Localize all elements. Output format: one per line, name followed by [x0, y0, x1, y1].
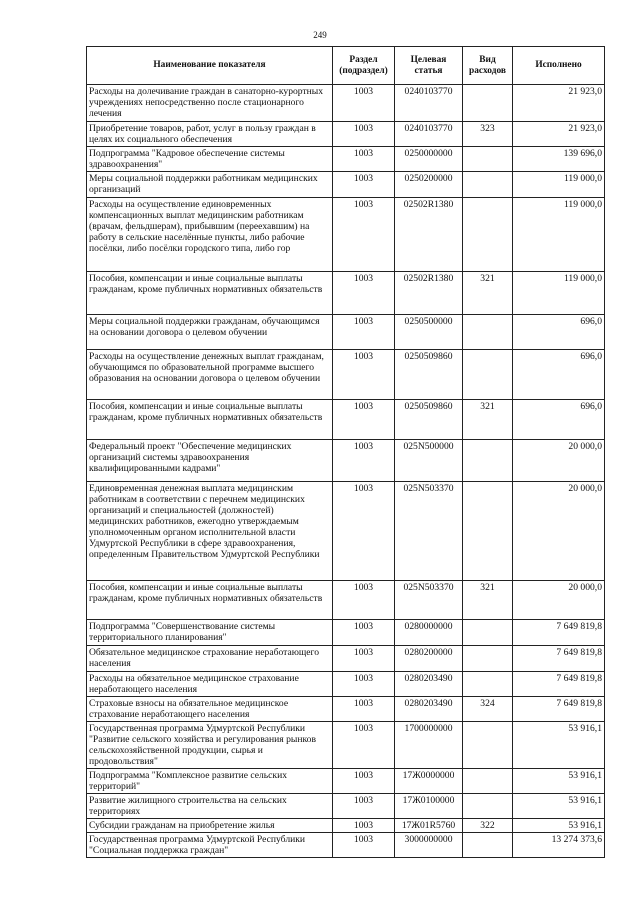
table-row [87, 581, 605, 620]
cell-expense [463, 85, 513, 122]
cell-name: Обязательное медицинское страхование неработающего населения [87, 646, 333, 672]
cell-expense: 321 [463, 272, 513, 315]
cell-target: 0250000000 [395, 147, 463, 172]
cell-section: 1003 [333, 440, 395, 482]
cell-name: Подпрограмма "Комплексное развитие сельских территорий" [87, 769, 333, 794]
cell-amount: 139 696,0 [513, 147, 605, 172]
cell-amount: 696,0 [513, 350, 605, 400]
cell-target: 17Ж0000000 [395, 769, 463, 794]
cell-section: 1003 [333, 350, 395, 400]
cell-expense [463, 440, 513, 482]
table-row [87, 85, 605, 122]
header-target: Целевая статья [395, 47, 463, 85]
cell-expense [463, 350, 513, 400]
table-row [87, 147, 605, 172]
page-number: 249 [313, 30, 327, 40]
cell-target: 0250509860 [395, 350, 463, 400]
cell-amount: 7 649 819,8 [513, 620, 605, 646]
table-row [87, 697, 605, 722]
table-row [87, 620, 605, 646]
cell-expense: 321 [463, 400, 513, 440]
cell-name: Развитие жилищного строительства на сельских территориях [87, 794, 333, 819]
cell-amount: 696,0 [513, 400, 605, 440]
cell-name: Государственная программа Удмуртской Республики "Развитие сельского хозяйства и регулирования рынков сельскохозяйственной продукции, сырья и продовольствия" [87, 722, 333, 769]
table-header-row [87, 47, 605, 85]
cell-amount: 119 000,0 [513, 272, 605, 315]
table-body [87, 85, 605, 858]
table-row [87, 769, 605, 794]
cell-amount: 119 000,0 [513, 198, 605, 272]
table-row [87, 440, 605, 482]
cell-expense [463, 672, 513, 697]
cell-section: 1003 [333, 198, 395, 272]
cell-amount: 21 923,0 [513, 122, 605, 147]
table-row [87, 172, 605, 198]
cell-name: Расходы на долечивание граждан в санаторно-курортных учреждениях непосредственно после стационарного лечения [87, 85, 333, 122]
cell-name: Расходы на обязательное медицинское страхование неработающего населения [87, 672, 333, 697]
cell-section: 1003 [333, 315, 395, 350]
cell-target: 02502R1380 [395, 272, 463, 315]
table-row [87, 122, 605, 147]
cell-expense [463, 794, 513, 819]
cell-section: 1003 [333, 172, 395, 198]
cell-name: Пособия, компенсации и иные социальные выплаты гражданам, кроме публичных нормативных обязательств [87, 272, 333, 315]
cell-expense [463, 198, 513, 272]
cell-target: 0250200000 [395, 172, 463, 198]
cell-section: 1003 [333, 620, 395, 646]
cell-target: 0240103770 [395, 122, 463, 147]
cell-name: Меры социальной поддержки гражданам, обучающимся на основании договора о целевом обучении [87, 315, 333, 350]
cell-amount: 21 923,0 [513, 85, 605, 122]
table-row [87, 482, 605, 581]
cell-amount: 119 000,0 [513, 172, 605, 198]
table-row [87, 272, 605, 315]
cell-expense [463, 769, 513, 794]
cell-amount: 53 916,1 [513, 769, 605, 794]
cell-section: 1003 [333, 819, 395, 833]
cell-amount: 53 916,1 [513, 722, 605, 769]
cell-expense [463, 722, 513, 769]
cell-expense [463, 833, 513, 858]
cell-target: 0240103770 [395, 85, 463, 122]
cell-name: Единовременная денежная выплата медицинским работникам в соответствии с перечнем медицинских организаций и специальностей (должностей) медицинских работников, ежегодно утверждаемым уполномоченным органом исполнительной власти Удмуртской Республики в сфере здравоохранения, определенным Правительством Удмуртской Республики [87, 482, 333, 581]
cell-section: 1003 [333, 769, 395, 794]
cell-amount: 20 000,0 [513, 440, 605, 482]
cell-target: 3000000000 [395, 833, 463, 858]
header-expense: Вид расходов [463, 47, 513, 85]
cell-name: Меры социальной поддержки работникам медицинских организаций [87, 172, 333, 198]
cell-name: Расходы на осуществление денежных выплат гражданам, обучающимся по образовательной программе высшего образования на основании договора о целевом обучении [87, 350, 333, 400]
cell-target: 0280000000 [395, 620, 463, 646]
cell-section: 1003 [333, 85, 395, 122]
cell-target: 0280203490 [395, 697, 463, 722]
table-row [87, 350, 605, 400]
cell-section: 1003 [333, 794, 395, 819]
table-row [87, 833, 605, 858]
cell-target: 17Ж0100000 [395, 794, 463, 819]
cell-target: 17Ж01R5760 [395, 819, 463, 833]
cell-target: 025N503370 [395, 482, 463, 581]
table-row [87, 819, 605, 833]
cell-expense [463, 482, 513, 581]
cell-name: Подпрограмма "Совершенствование системы территориального планирования" [87, 620, 333, 646]
cell-section: 1003 [333, 697, 395, 722]
cell-name: Пособия, компенсации и иные социальные выплаты гражданам, кроме публичных нормативных обязательств [87, 581, 333, 620]
cell-section: 1003 [333, 672, 395, 697]
cell-target: 0280200000 [395, 646, 463, 672]
cell-target: 0250500000 [395, 315, 463, 350]
cell-name: Подпрограмма "Кадровое обеспечение системы здравоохранения" [87, 147, 333, 172]
cell-expense [463, 620, 513, 646]
cell-section: 1003 [333, 833, 395, 858]
cell-amount: 53 916,1 [513, 794, 605, 819]
cell-section: 1003 [333, 581, 395, 620]
cell-section: 1003 [333, 482, 395, 581]
cell-section: 1003 [333, 272, 395, 315]
table-row [87, 400, 605, 440]
header-section: Раздел (подраздел) [333, 47, 395, 85]
cell-name: Расходы на осуществление единовременных компенсационных выплат медицинским работникам (врачам, фельдшерам), прибывшим (переехавшим) на работу в сельские населённые пункты, либо рабочие посёлки, либо посёлки городского типа, либо гор [87, 198, 333, 272]
cell-target: 025N500000 [395, 440, 463, 482]
cell-target: 0250509860 [395, 400, 463, 440]
cell-section: 1003 [333, 122, 395, 147]
cell-expense: 323 [463, 122, 513, 147]
cell-amount: 20 000,0 [513, 482, 605, 581]
cell-name: Государственная программа Удмуртской Республики "Социальная поддержка граждан" [87, 833, 333, 858]
cell-name: Страховые взносы на обязательное медицинское страхование неработающего населения [87, 697, 333, 722]
cell-amount: 7 649 819,8 [513, 672, 605, 697]
cell-name: Пособия, компенсации и иные социальные выплаты гражданам, кроме публичных нормативных обязательств [87, 400, 333, 440]
cell-amount: 53 916,1 [513, 819, 605, 833]
cell-name: Федеральный проект "Обеспечение медицинских организаций системы здравоохранения квалифицированными кадрами" [87, 440, 333, 482]
cell-name: Приобретение товаров, работ, услуг в пользу граждан в целях их социального обеспечения [87, 122, 333, 147]
cell-expense: 321 [463, 581, 513, 620]
cell-name: Субсидии гражданам на приобретение жилья [87, 819, 333, 833]
cell-target: 0280203490 [395, 672, 463, 697]
cell-expense [463, 172, 513, 198]
budget-table [86, 46, 605, 858]
table-row [87, 672, 605, 697]
cell-expense [463, 315, 513, 350]
cell-amount: 20 000,0 [513, 581, 605, 620]
cell-amount: 13 274 373,6 [513, 833, 605, 858]
cell-amount: 7 649 819,8 [513, 646, 605, 672]
cell-target: 025N503370 [395, 581, 463, 620]
cell-expense [463, 646, 513, 672]
table-row [87, 315, 605, 350]
header-amount: Исполнено [513, 47, 605, 85]
table-row [87, 722, 605, 769]
header-name: Наименование показателя [87, 47, 333, 85]
cell-target: 1700000000 [395, 722, 463, 769]
cell-section: 1003 [333, 147, 395, 172]
cell-target: 02502R1380 [395, 198, 463, 272]
cell-section: 1003 [333, 400, 395, 440]
table-row [87, 646, 605, 672]
cell-expense: 322 [463, 819, 513, 833]
cell-amount: 696,0 [513, 315, 605, 350]
cell-section: 1003 [333, 722, 395, 769]
cell-section: 1003 [333, 646, 395, 672]
cell-expense [463, 147, 513, 172]
cell-amount: 7 649 819,8 [513, 697, 605, 722]
table-row [87, 794, 605, 819]
table-row [87, 198, 605, 272]
cell-expense: 324 [463, 697, 513, 722]
